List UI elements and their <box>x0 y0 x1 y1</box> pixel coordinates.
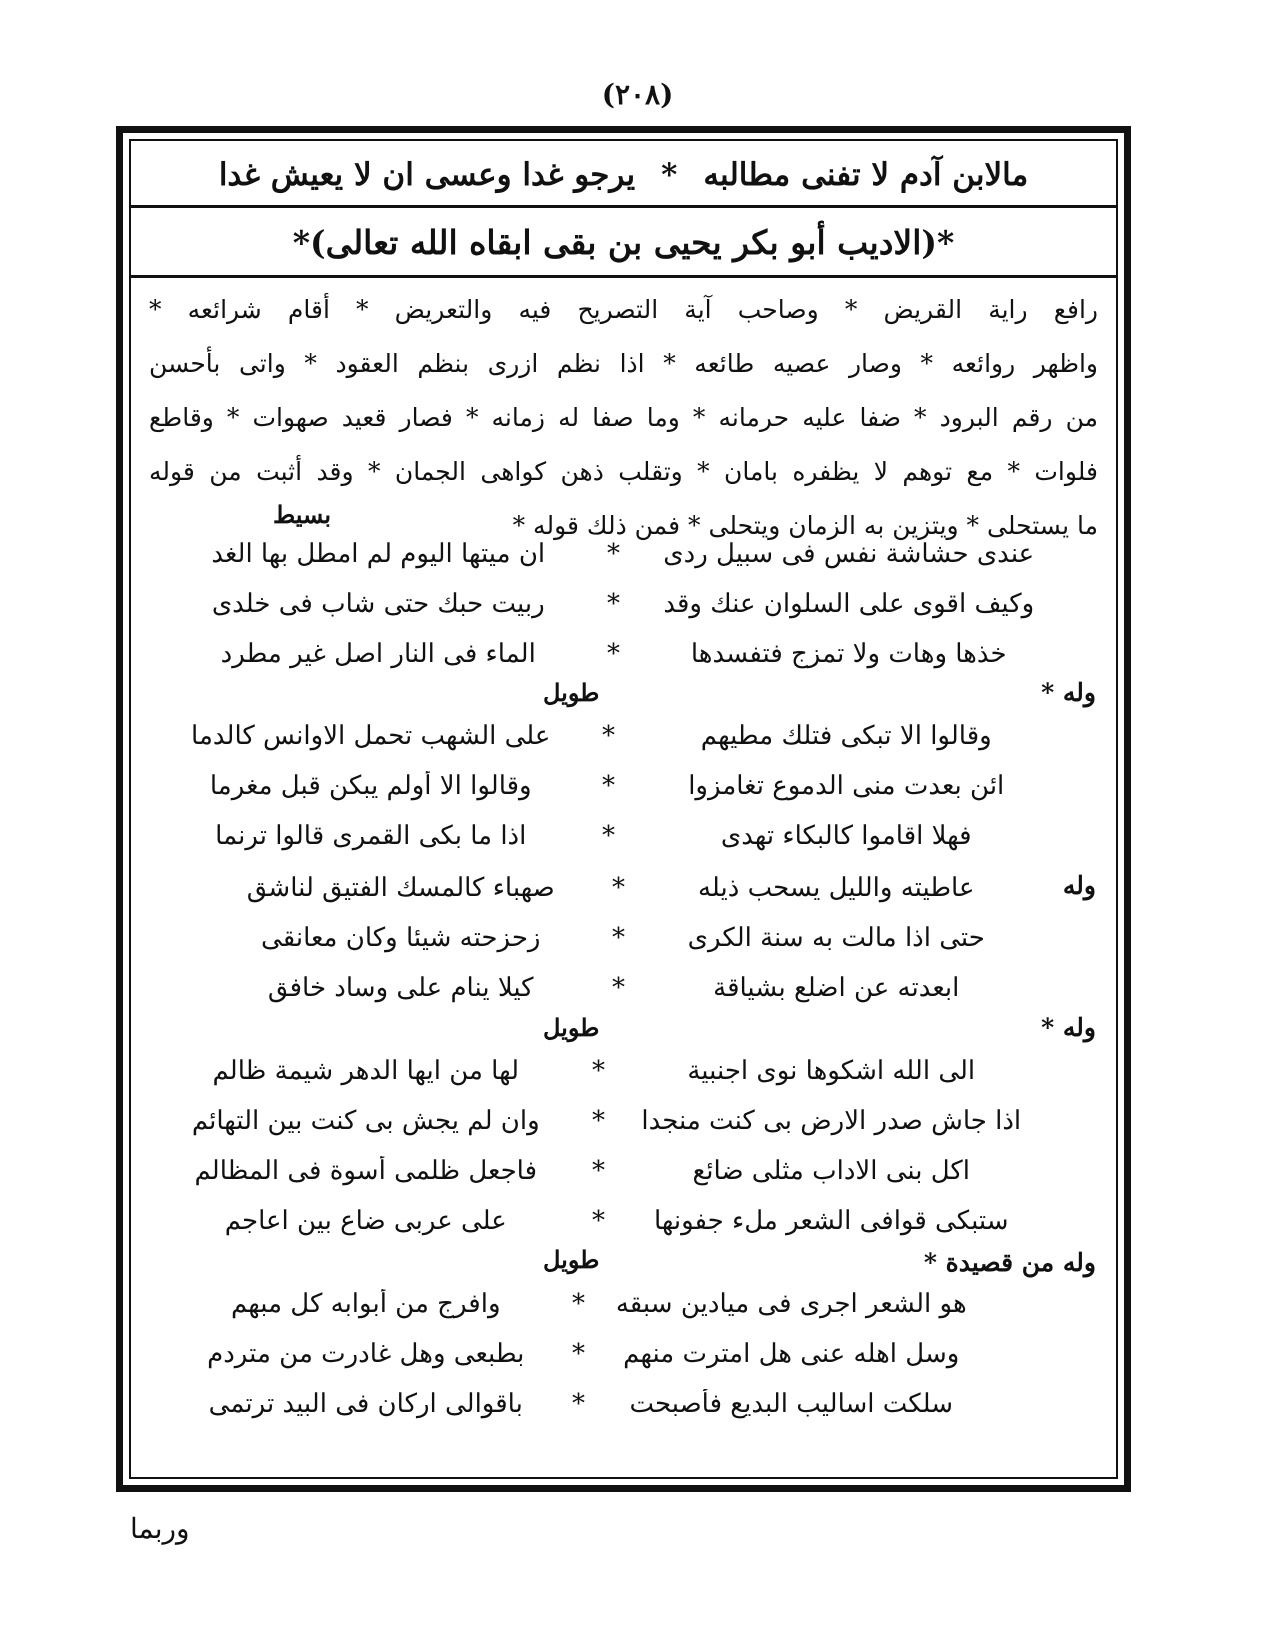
poem-meter: طويل <box>543 1245 600 1274</box>
verse-first-hemistich: ائن بعدت منى الدموع تغامزوا <box>688 771 1005 801</box>
poem-meter: طويل <box>543 1013 600 1042</box>
verse-separator: * <box>572 1339 585 1369</box>
verse <box>163 631 1064 677</box>
verse-second-hemistich: بطبعى وهل غادرت من متردم <box>207 1339 525 1369</box>
verse-first-hemistich: الى الله اشكوها نوى اجنبية <box>687 1056 976 1086</box>
verse-second-hemistich: كيلا ينام على وساد خافق <box>267 973 534 1003</box>
verse-first-hemistich: وكيف اقوى على السلوان عنك وقد <box>663 589 1035 619</box>
verse-first-hemistich: سلكت اساليب البديع فأصبحت <box>629 1389 954 1419</box>
verse-separator: * <box>592 1056 605 1086</box>
verse-separator: * <box>612 973 625 1003</box>
verse-first-hemistich: حتى اذا مالت به سنة الكرى <box>687 923 985 953</box>
header-hemistich-left: يرجو غدا وعسى ان لا يعيش غدا <box>218 157 636 193</box>
verse-separator: * <box>607 589 620 619</box>
verse <box>203 965 1034 1011</box>
verse-second-hemistich: ربيت حبك حتى شاب فى خلدى <box>211 589 545 619</box>
verse-separator: * <box>572 1289 585 1319</box>
verse-separator: * <box>572 1389 585 1419</box>
verse-second-hemistich: لها من ايها الدهر شيمة ظالم <box>212 1056 520 1086</box>
header-separator: * <box>661 157 678 193</box>
verse-first-hemistich: وقالوا الا تبكى فتلك مطيهم <box>700 721 992 751</box>
verse <box>153 763 1064 809</box>
verse-separator: * <box>592 1156 605 1186</box>
verse-separator: * <box>602 721 615 751</box>
verse <box>173 1331 984 1377</box>
verse <box>163 581 1064 627</box>
verse-second-hemistich: الماء فى النار اصل غير مطرد <box>220 639 536 669</box>
verse-second-hemistich: وان لم يجش بى كنت بين التهائم <box>191 1106 540 1136</box>
verse-separator: * <box>602 771 615 801</box>
verse-second-hemistich: ان ميتها اليوم لم امطل بها الغد <box>211 539 546 569</box>
prose-line: رافع راية القريض * وصاحب آية التصريح فيه والتعريض * أقام شرائعه * <box>149 295 1098 324</box>
header-divider <box>129 205 1118 208</box>
verse <box>203 915 1034 961</box>
verse-first-hemistich: ابعدته عن اضلع بشياقة <box>713 973 960 1003</box>
poem-meter: بسيط <box>273 500 332 529</box>
verse-second-hemistich: باقوالى اركان فى البيد ترتمى <box>208 1389 523 1419</box>
verse-second-hemistich: على عربى ضاع بين اعاجم <box>224 1206 507 1236</box>
verse-second-hemistich: زحزحته شيئا وكان معانقى <box>261 923 541 953</box>
verse <box>153 1198 1044 1244</box>
verse-second-hemistich: على الشهب تحمل الاوانس كالدما <box>191 721 551 751</box>
poem-intro: وله <box>1062 871 1096 900</box>
verse-second-hemistich: وافرج من أبوابه كل مبهم <box>230 1289 501 1319</box>
verse-separator: * <box>592 1206 605 1236</box>
verse-second-hemistich: فاجعل ظلمى أسوة فى المظالم <box>194 1156 538 1186</box>
verse <box>173 1281 984 1327</box>
verse <box>153 1048 1044 1094</box>
verse-first-hemistich: عاطيته والليل يسحب ذيله <box>697 873 975 903</box>
title-divider <box>129 275 1118 278</box>
verse <box>203 865 1034 911</box>
verse <box>153 1148 1044 1194</box>
prose-line: فلوات * مع توهم لا يظفره بامان * وتقلب ذهن كواهى الجمان * وقد أثبت من قوله <box>149 457 1098 486</box>
header-hemistich-right: مالابن آدم لا تفنى مطالبه <box>703 157 1029 193</box>
poem-meter: طويل <box>543 678 600 707</box>
verse-separator: * <box>592 1106 605 1136</box>
verse-separator: * <box>612 873 625 903</box>
prose-line: من رقم البرود * ضفا عليه حرمانه * وما صفا له زمانه * فصار قعيد صهوات * وقاطع <box>149 403 1098 432</box>
verse-first-hemistich: عندى حشاشة نفس فى سبيل ردى <box>663 539 1035 569</box>
verse-first-hemistich: اذا جاش صدر الارض بى كنت منجدا <box>641 1106 1022 1136</box>
section-title: *(الاديب أبو بكر يحيى بن بقى ابقاه الله تعالى)* <box>292 223 955 262</box>
verse <box>163 531 1064 577</box>
header-verse <box>143 147 1104 203</box>
verse-separator: * <box>607 639 620 669</box>
verse-second-hemistich: وقالوا الا أولم يبكن قبل مغرما <box>209 771 532 801</box>
verse-first-hemistich: وسل اهله عنى هل امترت منهم <box>623 1339 960 1369</box>
verse-first-hemistich: خذها وهات ولا تمزج فتفسدها <box>690 639 1007 669</box>
verse <box>173 1381 984 1427</box>
verse-first-hemistich: ستبكى قوافى الشعر ملء جفونها <box>653 1206 1009 1236</box>
poem-intro: وله * <box>1041 678 1096 707</box>
prose-line: واظهر روائعه * وصار عصيه طائعه * اذا نظم ازرى بنظم العقود * واتى بأحسن <box>149 349 1098 378</box>
poem-intro: وله من قصيدة * <box>923 1248 1096 1277</box>
page-number: (٢٠٨) <box>601 78 674 111</box>
verse-second-hemistich: اذا ما بكى القمرى قالوا ترنما <box>215 821 527 851</box>
verse-first-hemistich: فهلا اقاموا كالبكاء تهدى <box>720 821 972 851</box>
catchword: وربما <box>130 1512 190 1545</box>
verse <box>153 813 1064 859</box>
verse-separator: * <box>612 923 625 953</box>
page-frame <box>116 126 1131 1492</box>
verse-first-hemistich: اكل بنى الاداب مثلى ضائع <box>692 1156 971 1186</box>
verse-separator: * <box>607 539 620 569</box>
verse-separator: * <box>602 821 615 851</box>
verse-second-hemistich: صهباء كالمسك الفتيق لناشق <box>246 873 555 903</box>
poem-intro: وله * <box>1041 1013 1096 1042</box>
prose-line: ما يستحلى * ويتزين به الزمان ويتحلى * فمن ذلك قوله * <box>512 511 1098 540</box>
verse <box>153 1098 1044 1144</box>
verse <box>153 713 1064 759</box>
verse-first-hemistich: هو الشعر اجرى فى ميادين سبقه <box>615 1289 967 1319</box>
